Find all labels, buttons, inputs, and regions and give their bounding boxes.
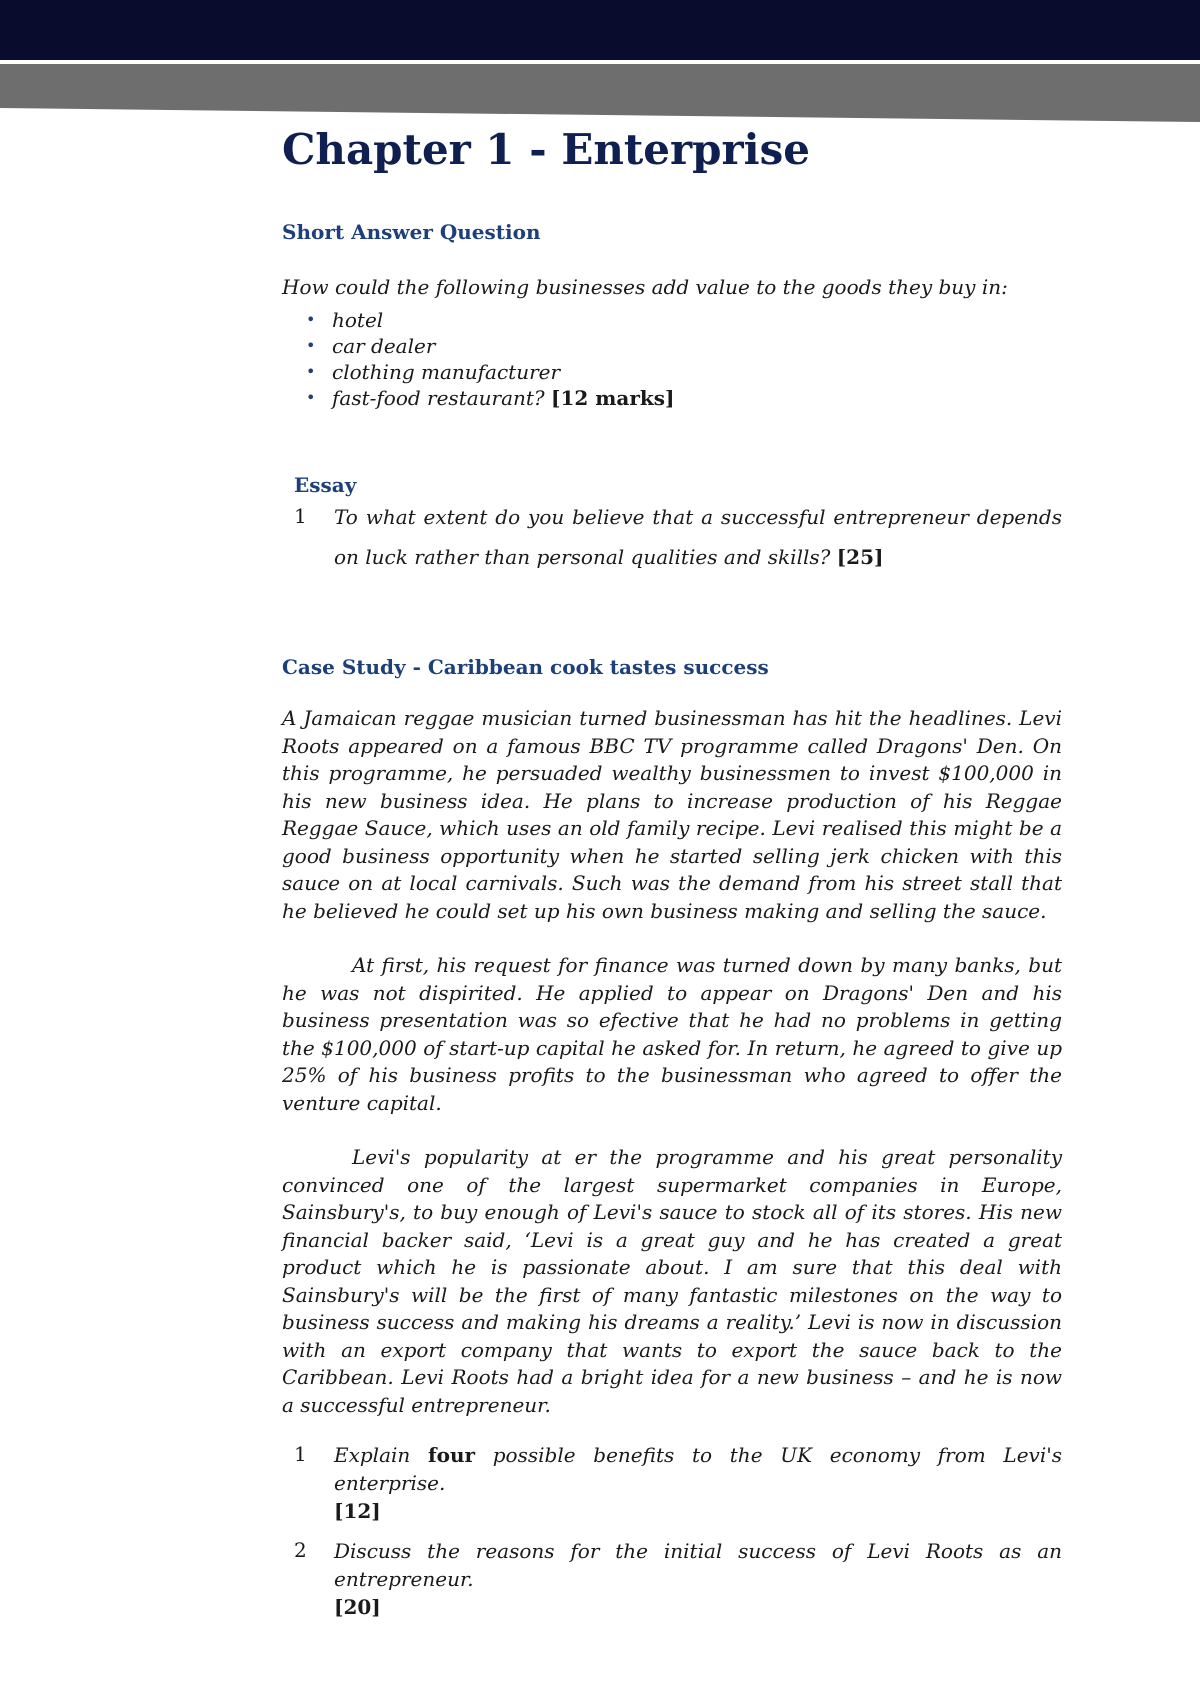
- list-item-text: fast-food restaurant?: [332, 386, 545, 410]
- short-answer-prompt: How could the following businesses add value to the goods they buy in:: [282, 275, 1008, 299]
- question-emphasis: four: [428, 1443, 476, 1467]
- question-text-body: Discuss the reasons for the initial success of Levi Roots as an entrepreneur.: [334, 1539, 1062, 1591]
- header-dark-bar: [0, 0, 1200, 60]
- question-number: 1: [294, 504, 307, 528]
- header-grey-wedge: [0, 64, 1200, 122]
- list-item: • clothing manufacturer: [332, 359, 1062, 385]
- question-text: [334, 1537, 1062, 1621]
- short-answer-list: [282, 307, 1062, 411]
- question-text: [334, 1441, 1062, 1525]
- question-text-post: possible benefits to the UK economy from Levi's enterprise.: [334, 1443, 1062, 1495]
- header-banner: [0, 0, 1200, 140]
- case-question-1: [282, 1441, 1062, 1525]
- question-text-pre: Explain: [334, 1443, 411, 1467]
- question-number: 2: [294, 1538, 307, 1562]
- case-question-2: [282, 1537, 1062, 1621]
- case-paragraph-1: A Jamaican reggae musician turned businessman has hit the headlines. Levi Roots appeared on a famous BBC TV programme called Dragons' Den. On this programme, he persuaded wealthy businessmen to invest $100,000 in his new business idea. He plans to increase production of his Reggae Reggae Sauce, which uses an old family recipe. Levi realised this might be a good business opportunity when he started selling jerk chicken with this sauce on at local carnivals. Such was the demand from his street stall that he believed he could set up his own business making and selling the sauce.: [282, 706, 1062, 923]
- marks-label: [25]: [836, 545, 884, 569]
- list-item: • car dealer: [332, 333, 1062, 359]
- essay-question: [282, 503, 1062, 577]
- list-item: [332, 385, 1062, 411]
- essay-heading: Essay: [294, 473, 357, 497]
- question-text: [334, 497, 1062, 577]
- essay-question-text: To what extent do you believe that a successful entrepreneur depends on luck rather than personal qualities and skills?: [334, 505, 1062, 569]
- case-study-heading: Case Study - Caribbean cook tastes success: [282, 655, 769, 679]
- chapter-title: Chapter 1 - Enterprise: [282, 125, 810, 174]
- marks-label: [20]: [334, 1595, 381, 1619]
- document-page: [282, 120, 1062, 1621]
- case-paragraph-3: Levi's popularity at er the programme and his great personality convinced one of the largest supermarket companies in Europe, Sainsbury's, to buy enough of Levi's sauce to stock all of its stores. His new financial backer said, ‘Levi is a great guy and he has created a great product which he is passionate about. I am sure that this deal with Sainsbury's will be the first of many fantastic milestones on the way to business success and making his dreams a reality.’ Levi is now in discussion with an export company that wants to export the sauce back to the Caribbean. Levi Roots had a bright idea for a new business – and he is now a successful entrepreneur.: [282, 1145, 1062, 1417]
- list-item: • hotel: [332, 307, 1062, 333]
- marks-label: [12]: [334, 1499, 381, 1523]
- marks-label: [12 marks]: [551, 386, 675, 410]
- short-answer-heading: Short Answer Question: [282, 220, 541, 244]
- question-number: 1: [294, 1442, 307, 1466]
- case-paragraph-2: At first, his request for finance was turned down by many banks, but he was not dispirited. He applied to appear on Dragons' Den and his business presentation was so efective that he had no problems in getting the $100,000 of start-up capital he asked for. In return, he agreed to give up 25% of his business profits to the businessman who agreed to offer the venture capital.: [282, 953, 1062, 1115]
